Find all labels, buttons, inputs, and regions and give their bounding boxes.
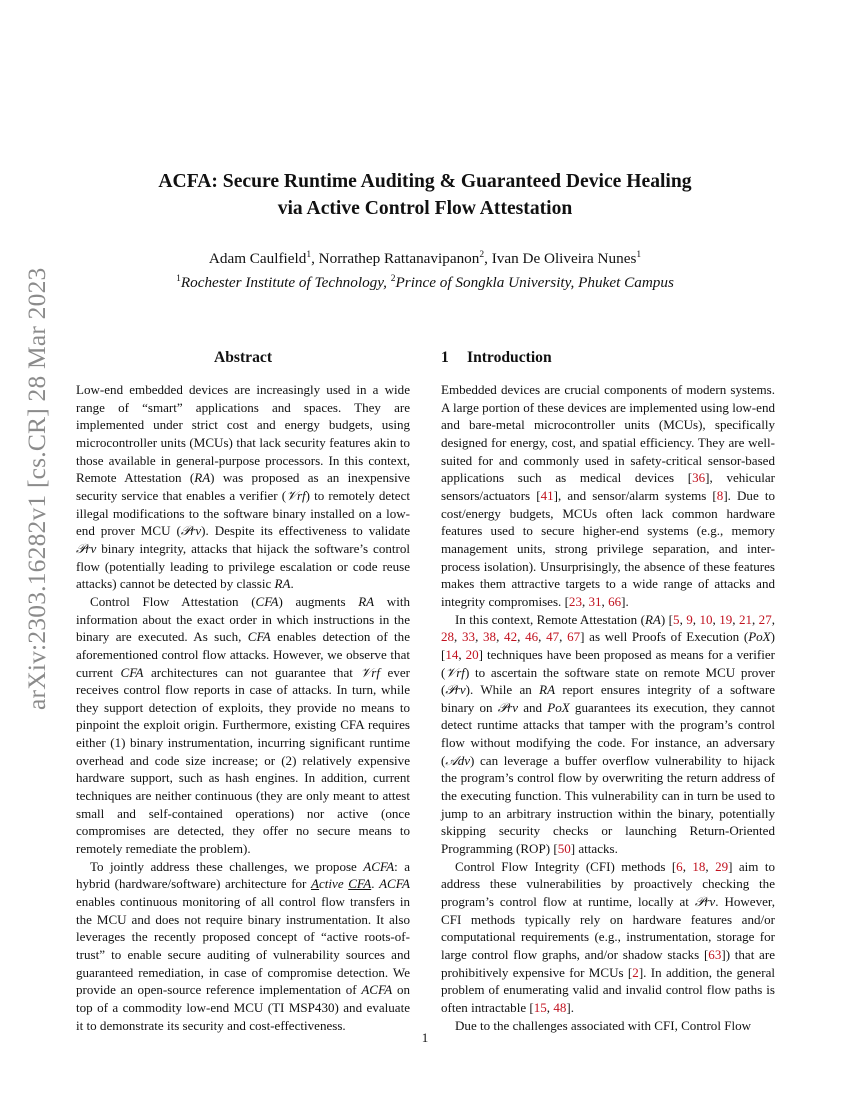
emphasized-term: ACFA xyxy=(379,876,411,892)
emphasized-term: CFA xyxy=(255,593,279,609)
right-column xyxy=(441,346,775,1034)
author-name: Adam Caulfield xyxy=(208,250,307,267)
citation-link[interactable]: 23 xyxy=(568,593,582,609)
paragraph-text: ) was proposed as an inexpensive security service that enables a verifier ( xyxy=(76,470,411,503)
paragraph-text: , xyxy=(705,858,716,874)
paragraph-text: report ensures integrity of a software binary on xyxy=(441,682,775,715)
paragraph-text: , xyxy=(458,646,466,662)
author-block xyxy=(100,247,750,295)
paragraph-text: ) to remotely detect illegal modifications to the software binary installed on a low-end prover MCU ( xyxy=(76,487,410,539)
paragraph-text: . xyxy=(290,576,294,592)
emphasized-term: 𝒫rv xyxy=(497,699,519,715)
citation-link[interactable]: 33 xyxy=(462,629,476,645)
affiliation-list xyxy=(100,271,750,295)
emphasized-term: ACFA xyxy=(361,982,393,998)
abstract-paragraph-3 xyxy=(76,858,410,1035)
introduction-paragraph-2 xyxy=(441,611,775,858)
abstract-paragraph-2 xyxy=(76,593,410,858)
citation-link[interactable]: 29 xyxy=(715,858,729,874)
introduction-heading xyxy=(441,346,775,370)
citation-link[interactable]: 18 xyxy=(692,858,706,874)
paragraph-text: In this context, Remote Attestation ( xyxy=(455,611,645,627)
paragraph-text: ) [ xyxy=(441,629,776,662)
paragraph-text: , xyxy=(538,629,547,645)
citation-link[interactable]: 42 xyxy=(504,629,518,645)
paragraph-text: ). Despite its effectiveness to validate xyxy=(201,523,410,539)
affiliation-mark: 2 xyxy=(479,250,485,260)
section-title: Introduction xyxy=(467,349,552,366)
paragraph-text: , xyxy=(475,629,484,645)
emphasized-term: 𝒱rf xyxy=(445,664,465,680)
affiliation-mark: 1 xyxy=(636,250,642,260)
introduction-paragraph-4 xyxy=(441,1017,775,1035)
paragraph-text: architectures can not guarantee that xyxy=(143,664,361,680)
paragraph-text: , xyxy=(771,611,775,627)
paragraph-text: Due to the challenges associated with CFI, Control Flow xyxy=(455,1017,752,1033)
paragraph-text: ] aim to address these vulnerabilities by proactively checking the program’s control flow at runtime, locally at xyxy=(441,858,775,910)
emphasized-term: RA xyxy=(194,470,211,486)
emphasized-term: 𝒫rv xyxy=(180,523,202,539)
paragraph-text: , xyxy=(732,611,739,627)
paragraph-text: , xyxy=(546,999,554,1015)
paragraph-text: binary integrity, attacks that hijack the software’s control flow (potentially leading to privilege escalation or code reuse attacks) cannot be detected by classic xyxy=(76,540,410,592)
citation-link[interactable]: 6 xyxy=(676,858,683,874)
emphasized-term: RA xyxy=(539,682,556,698)
paragraph-text: ever receives control flow reports in case of attacks. In turn, while they support detection of exploits, they provide no means to pinpoint the exploit origin. Furthermore, existing CFA requires either (1) binary instrumentation, incurring significant runtime overhead and code size increase; or (2) relatively expensive hardware support, such as hash engines. In addition, current techniques are neither continuous (they are only meant to attest small and self-contained operations) nor active (once compromises are detected, they offer no secure means to remotely remediate the problem). xyxy=(76,664,410,857)
author-list xyxy=(100,247,750,271)
citation-link[interactable]: 67 xyxy=(567,629,581,645)
emphasized-term: 𝒫rv xyxy=(694,894,716,910)
paragraph-text: Control Flow Integrity (CFI) methods [ xyxy=(455,858,677,874)
emphasized-term: CFA xyxy=(120,664,144,680)
author-name: Ivan De Oliveira Nunes xyxy=(491,250,637,267)
paragraph-text: , xyxy=(601,593,609,609)
paragraph-text: , xyxy=(712,611,720,627)
paragraph-text: , xyxy=(496,629,505,645)
paragraph-text: ] attacks. xyxy=(570,841,618,857)
emphasized-term: PoX xyxy=(547,699,570,715)
paragraph-text: Control Flow Attestation ( xyxy=(90,593,256,609)
paragraph-text: ). While an xyxy=(465,682,540,698)
citation-link[interactable]: 9 xyxy=(686,611,693,627)
paragraph-text: ], vehicular sensors/actuators [ xyxy=(441,470,776,503)
paragraph-text: ] as well Proofs of Execution ( xyxy=(580,629,749,645)
paragraph-text: ) augments xyxy=(278,593,359,609)
paragraph-text: enables detection of the aforementioned control flow attacks. However, we observe that current xyxy=(76,629,410,680)
paragraph-text: , xyxy=(517,629,526,645)
paragraph-text: on top of a commodity low-end MCU (TI MSP430) and evaluate it to demonstrate its security and cost-effectiveness. xyxy=(76,982,411,1033)
paragraph-text: ]. xyxy=(621,593,629,609)
citation-link[interactable]: 48 xyxy=(553,999,567,1015)
emphasized-term: 𝒱rf xyxy=(360,664,380,680)
emphasized-term: RA xyxy=(274,576,291,592)
paragraph-text: Embedded devices are crucial components of modern systems. A large portion of these devices are implemented using low-end and bare-metal microcontroller units (MCUs), specifically designed for energy, cost, and spatial efficiency. They are well-suited for and commonly used in safety-critical sensor-based applications such as medical devices [ xyxy=(441,382,775,486)
affiliation-mark: 1 xyxy=(176,274,181,284)
citation-link[interactable]: 41 xyxy=(540,487,554,503)
author-separator: , xyxy=(484,250,492,267)
citation-link[interactable]: 50 xyxy=(557,841,571,857)
paragraph-text: enables continuous monitoring of all control flow transfers in the MCU and does not require binary instrumentation. It also leverages the recently proposed concept of “active roots-of-trust” to enable secure auditing of vulnerability sources and guaranteed remediation, in case of compromise detection. We provide an open-source reference implementation of xyxy=(76,894,410,998)
left-column xyxy=(76,346,410,1034)
paragraph-text: ) [ xyxy=(660,611,674,627)
paragraph-text: guarantees its execution, they cannot detect runtime attacks that tamper with the program’s control flow without modifying the code. For instance, an adversary ( xyxy=(441,699,775,768)
page-number: 1 xyxy=(421,1030,429,1045)
citation-link[interactable]: 2 xyxy=(632,964,639,980)
paragraph-text: : a hybrid (hardware/software) architecture for xyxy=(76,858,410,892)
emphasized-term: 𝒱rf xyxy=(286,487,306,503)
paragraph-text: and xyxy=(518,699,548,715)
emphasized-term: 𝒜dv xyxy=(445,752,471,768)
emphasized-term: 𝒫rv xyxy=(76,540,97,556)
citation-link[interactable]: 47 xyxy=(546,629,560,645)
citation-link[interactable]: 31 xyxy=(588,593,602,609)
paragraph-text: , xyxy=(679,611,687,627)
paragraph-text: , xyxy=(454,629,463,645)
paragraph-text: , xyxy=(559,629,568,645)
author-separator: , xyxy=(311,250,319,267)
affiliation-mark: 2 xyxy=(390,274,396,284)
emphasized-term: RA xyxy=(358,593,375,609)
arxiv-identifier-stamp xyxy=(16,267,58,710)
citation-link[interactable]: 38 xyxy=(483,629,497,645)
emphasized-term: 𝒫rv xyxy=(445,682,466,698)
citation-link[interactable]: 8 xyxy=(716,487,724,503)
citation-link[interactable]: 15 xyxy=(533,999,547,1015)
paper-title xyxy=(120,168,730,222)
citation-link[interactable]: 14 xyxy=(445,646,459,662)
paragraph-text: ]) that are prohibitively expensive for MCUs [ xyxy=(441,947,775,980)
introduction-paragraph-3 xyxy=(441,858,775,1017)
paragraph-text: , xyxy=(581,593,589,609)
citation-link[interactable]: 36 xyxy=(692,470,706,486)
underlined-acronym-letter: CFA xyxy=(348,876,372,892)
citation-link[interactable]: 66 xyxy=(608,593,622,609)
paper-title-line-1: ACFA: Secure Runtime Auditing & Guaranteed Device Healing xyxy=(158,171,692,192)
citation-link[interactable]: 5 xyxy=(673,611,680,627)
introduction-paragraph-1 xyxy=(441,381,775,611)
paragraph-text: , xyxy=(692,611,700,627)
section-number: 1 xyxy=(441,349,449,366)
citation-link[interactable]: 10 xyxy=(699,611,713,627)
citation-link[interactable]: 20 xyxy=(465,646,479,662)
emphasized-term: ACFA xyxy=(363,858,395,874)
citation-link[interactable]: 21 xyxy=(738,611,752,627)
paragraph-text: , xyxy=(751,611,759,627)
affiliation-name: Prince of Songkla University, Phuket Campus xyxy=(395,274,674,291)
paragraph-text: ] techniques have been proposed as means for a verifier ( xyxy=(441,646,775,680)
paragraph-text: . xyxy=(371,876,380,892)
arxiv-identifier-text: arXiv:2303.16282v1 [cs.CR] 28 Mar 2023 xyxy=(22,267,51,710)
paragraph-text: ]. xyxy=(566,999,574,1015)
emphasized-term: PoX xyxy=(748,629,771,645)
affiliation-name: Rochester Institute of Technology, xyxy=(180,274,391,291)
citation-link[interactable]: 19 xyxy=(719,611,733,627)
affiliation-mark: 1 xyxy=(306,250,312,260)
citation-link[interactable]: 28 xyxy=(441,629,455,645)
paper-title-line-2: via Active Control Flow Attestation xyxy=(277,198,573,219)
author-name: Norrathep Rattanavipanon xyxy=(318,250,480,267)
paragraph-text: ) to ascertain the software state on remote MCU prover ( xyxy=(441,664,775,698)
emphasized-term: CFA xyxy=(247,629,271,645)
paragraph-text: , xyxy=(682,858,693,874)
emphasized-term: RA xyxy=(644,611,661,627)
underlined-acronym-letter: A xyxy=(311,876,319,892)
paragraph-text: ], and sensor/alarm systems [ xyxy=(553,487,717,503)
paragraph-text: ) can leverage a buffer overflow vulnerability to hijack the program’s control flow by overwriting the return address of the executing function. This vulnerability can in turn be used to jump to an arbitrary instruction within the binary, potentially skipping security checks or launching Return-Oriented Programming (ROP) [ xyxy=(441,752,775,857)
paragraph-text: . However, CFI methods typically rely on hardware features and/or computational requirements (e.g., instrumentation, storage for large control flow graphs, and/or shadow stacks [ xyxy=(441,894,775,962)
paragraph-text: ]. Due to cost/energy budgets, MCUs often lack common hardware features used to secure higher-end systems (e.g., memory management units, strong privilege separation, and inter-process isolation). Unsurprisingly, the absence of these features makes them attractive targets to a wide range of attacks and integrity compromises. [ xyxy=(441,487,775,609)
citation-link[interactable]: 46 xyxy=(525,629,539,645)
emphasized-term: ctive xyxy=(319,876,344,892)
abstract-heading: Abstract xyxy=(213,349,273,366)
paragraph-text: To jointly address these challenges, we propose xyxy=(90,858,364,874)
citation-link[interactable]: 27 xyxy=(758,611,772,627)
paragraph-text: Low-end embedded devices are increasingly used in a wide range of “smart” applications and spaces. They are implemented under strict cost and energy budgets, using microcontroller units (MCUs) that lack security features akin to those available in general-purpose processors. In this context, Remote Attestation ( xyxy=(76,382,410,486)
citation-link[interactable]: 63 xyxy=(708,947,722,962)
abstract-paragraph-1 xyxy=(76,381,410,593)
paragraph-text: with information about the exact order in which instructions in the binary are executed. As such, xyxy=(76,593,410,645)
paragraph-text: ]. In addition, the general problem of enumerating valid and invalid control flow paths is often intractable [ xyxy=(441,964,775,1015)
